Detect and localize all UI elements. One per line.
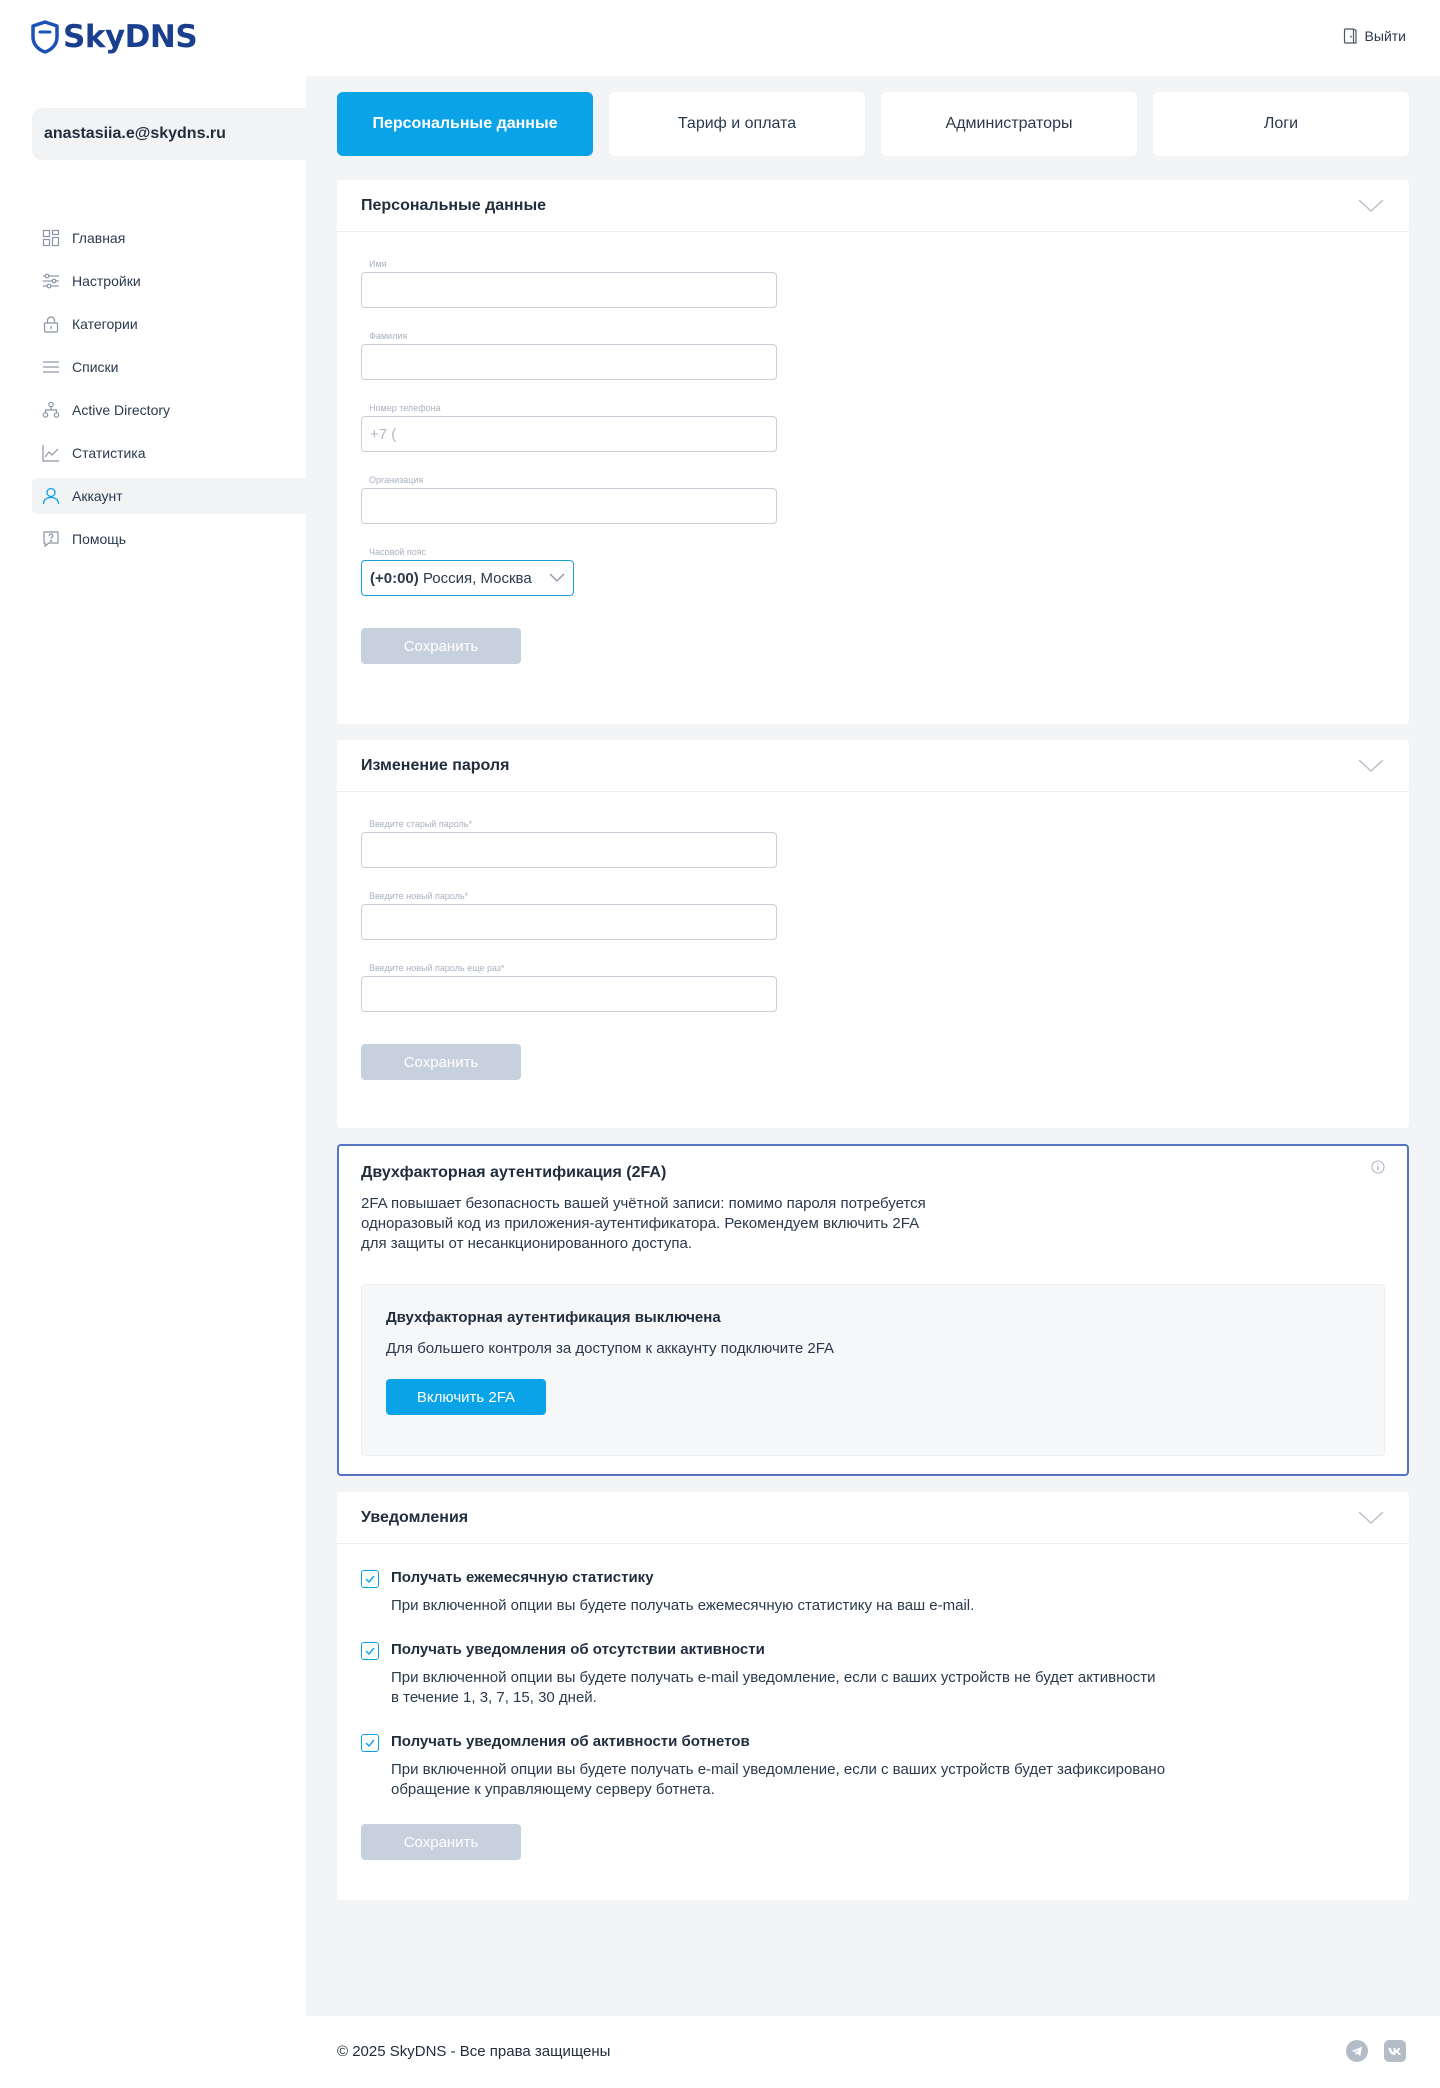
notify-inactivity [361, 1640, 1385, 1732]
phone-input[interactable] [361, 416, 777, 452]
social-links [1346, 2040, 1406, 2062]
chevron-down-icon[interactable] [1357, 1510, 1385, 1526]
option-desc: При включенной опции вы будете получать e-mail уведомление, если с ваших устройств будет зафиксировано обращение к управляющему серверу ботнета. [391, 1761, 1166, 1798]
account-tabs [337, 92, 1409, 156]
twofa-desc-line: для защиты от несанкционированного доступа. [361, 1235, 693, 1252]
twofa-description [361, 1194, 1001, 1254]
new-password-field [361, 888, 1385, 940]
old-password-input[interactable] [361, 832, 777, 868]
sidebar-item-label: Аккаунт [72, 488, 123, 504]
footer [0, 2016, 1440, 2088]
timezone-value [370, 570, 532, 587]
list-icon [42, 358, 60, 376]
vk-icon[interactable] [1384, 2040, 1406, 2062]
sidebar-item-label: Помощь [72, 531, 127, 547]
timezone-field [361, 544, 1385, 596]
twofa-status-desc: Для большего контроля за доступом к аккаунту подключите 2FA [386, 1340, 835, 1357]
twofa-card [337, 1144, 1409, 1476]
repeat-password-input[interactable] [361, 976, 777, 1012]
option-desc: При включенной опции вы будете получать ежемесячную статистику на ваш e-mail. [391, 1597, 975, 1614]
enable-2fa-button[interactable]: Включить 2FA [386, 1379, 546, 1415]
account-email-box[interactable] [32, 108, 306, 160]
chevron-down-icon[interactable] [1357, 198, 1385, 214]
last-name-field [361, 328, 1385, 380]
save-notifications-button[interactable]: Сохранить [361, 1824, 521, 1860]
twofa-status-box [361, 1284, 1385, 1456]
option-title: Получать уведомления об отсутствии активности [391, 1641, 765, 1658]
sidebar-item-label: Главная [72, 230, 126, 246]
tab-personal-data[interactable]: Персональные данные [337, 92, 593, 156]
first-name-field [361, 256, 1385, 308]
check-icon [365, 1647, 375, 1655]
header [0, 0, 1440, 76]
chevron-down-icon [549, 573, 565, 583]
notifications-card [337, 1492, 1409, 1900]
user-icon [42, 487, 60, 505]
password-card [337, 740, 1409, 1128]
card-header [337, 180, 1409, 232]
tab-administrators[interactable]: Администраторы [881, 92, 1137, 156]
card-header [337, 1492, 1409, 1544]
check-icon [365, 1739, 375, 1747]
card-title: Изменение пароля [361, 756, 510, 774]
organization-input[interactable] [361, 488, 777, 524]
door-exit-icon [1343, 28, 1357, 44]
card-title: Персональные данные [361, 196, 547, 214]
option-title: Получать ежемесячную статистику [391, 1569, 654, 1586]
field-label: Номер телефона [369, 403, 441, 413]
sidebar-item-label: Настройки [72, 273, 141, 289]
last-name-input[interactable] [361, 344, 777, 380]
shield-logo-icon [31, 20, 59, 54]
logo-text: SkyDNS [63, 19, 198, 55]
telegram-icon[interactable] [1346, 2040, 1368, 2062]
check-icon [365, 1575, 375, 1583]
sidebar-nav [32, 220, 306, 564]
account-email: anastasiia.e@skydns.ru [44, 125, 226, 142]
chart-icon [42, 444, 60, 462]
notify-monthly-stats [361, 1568, 1385, 1640]
save-personal-button[interactable]: Сохранить [361, 628, 521, 664]
grid-icon [42, 229, 60, 247]
phone-field [361, 400, 1385, 452]
network-icon [42, 401, 60, 419]
field-label: Имя [369, 259, 387, 269]
field-label: Организация [369, 475, 424, 485]
first-name-input[interactable] [361, 272, 777, 308]
twofa-status-title: Двухфакторная аутентификация выключена [386, 1309, 721, 1326]
sidebar-item-label: Статистика [72, 445, 146, 461]
main-content [306, 76, 1440, 2016]
help-chat-icon [42, 530, 60, 548]
chevron-down-icon[interactable] [1357, 758, 1385, 774]
save-password-button[interactable]: Сохранить [361, 1044, 521, 1080]
personal-data-card [337, 180, 1409, 724]
card-title: Двухфакторная аутентификация (2FA) [361, 1164, 667, 1181]
lock-icon [42, 315, 60, 333]
botnet-checkbox[interactable] [361, 1734, 379, 1752]
field-label: Введите новый пароль еще раз* [369, 963, 505, 973]
logout-button[interactable] [1343, 28, 1406, 44]
notify-botnet [361, 1732, 1385, 1824]
card-title: Уведомления [361, 1508, 469, 1526]
sidebar [0, 76, 306, 2016]
tab-tariff[interactable]: Тариф и оплата [609, 92, 865, 156]
sidebar-item-label: Active Directory [72, 402, 171, 418]
organization-field [361, 472, 1385, 524]
sidebar-item-account[interactable] [32, 478, 306, 514]
repeat-password-field [361, 960, 1385, 1012]
logout-label: Выйти [1364, 28, 1406, 44]
sidebar-item-label: Категории [72, 316, 138, 332]
sidebar-item-settings[interactable] [32, 263, 306, 299]
copyright: © 2025 SkyDNS - Все права защищены [337, 2043, 611, 2060]
info-icon[interactable] [1371, 1160, 1385, 1174]
inactivity-checkbox[interactable] [361, 1642, 379, 1660]
twofa-desc-line: 2FA повышает безопасность вашей учётной записи: помимо пароля потребуется [361, 1195, 926, 1212]
option-desc [391, 1668, 1171, 1708]
option-desc-line: При включенной опции вы будете получать e-mail уведомление, если с ваших устройств не будет активности [391, 1669, 1156, 1686]
field-label: Введите новый пароль* [369, 891, 469, 901]
sidebar-item-label: Списки [72, 359, 119, 375]
sliders-icon [42, 272, 60, 290]
sidebar-item-lists[interactable] [32, 349, 306, 385]
monthly-stats-checkbox[interactable] [361, 1570, 379, 1588]
sidebar-item-home[interactable] [32, 220, 306, 256]
tab-logs[interactable]: Логи [1153, 92, 1409, 156]
field-label: Фамилия [369, 331, 408, 341]
logo[interactable] [31, 19, 197, 55]
sidebar-item-help[interactable] [32, 521, 306, 557]
field-label: Введите старый пароль* [369, 819, 472, 829]
card-header [337, 740, 1409, 792]
timezone-offset: (+0:00) [370, 569, 419, 587]
timezone-name: Россия, Москва [422, 569, 532, 587]
sidebar-item-statistics[interactable] [32, 435, 306, 471]
option-desc-line: в течение 1, 3, 7, 15, 30 дней. [391, 1689, 597, 1706]
new-password-input[interactable] [361, 904, 777, 940]
timezone-select[interactable] [361, 560, 574, 596]
field-label: Часовой пояс [369, 547, 427, 557]
sidebar-item-categories[interactable] [32, 306, 306, 342]
sidebar-item-active-directory[interactable] [32, 392, 306, 428]
old-password-field [361, 816, 1385, 868]
option-title: Получать уведомления об активности ботнетов [391, 1733, 750, 1750]
twofa-desc-line: одноразовый код из приложения-аутентификатора. Рекомендуем включить 2FA [361, 1215, 920, 1232]
